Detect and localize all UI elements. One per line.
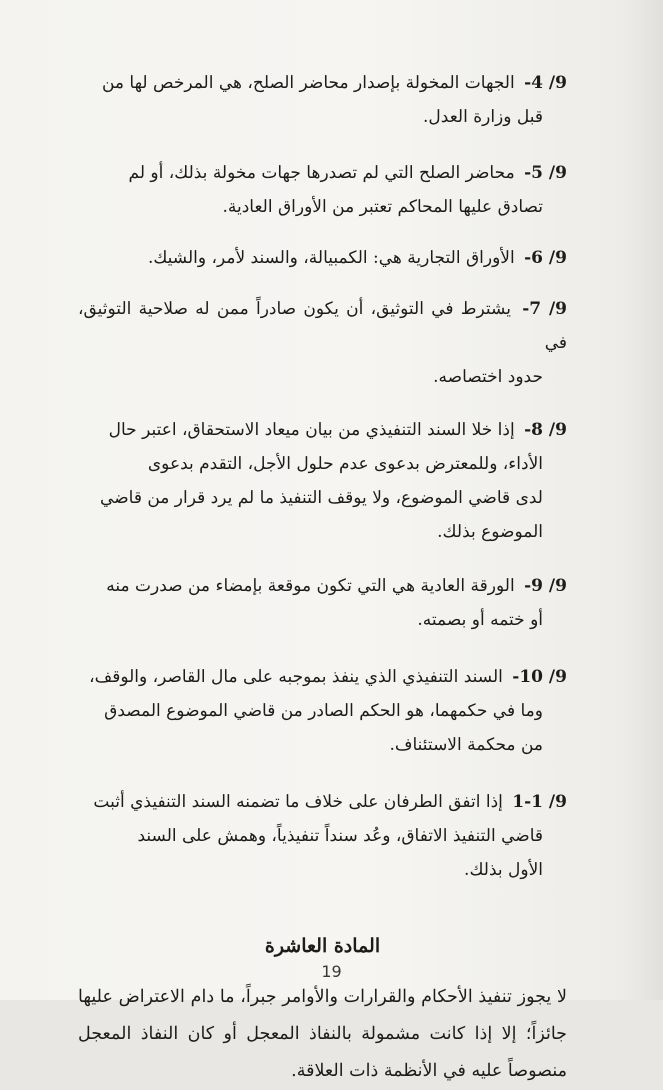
clause-number: 9/ 4- (524, 73, 567, 93)
clause-text-line: من محكمة الاستئناف. (389, 735, 543, 755)
clause-number: 9/ 1-1 (512, 792, 567, 812)
article-ten-heading: المادة العاشرة (264, 935, 381, 957)
clause-text-line: الورقة العادية هي التي تكون موقعة بإمضاء من صدرت منه (106, 576, 515, 596)
page-number: 19 (321, 962, 342, 981)
clause-text-line: وما في حكمهما، هو الحكم الصادر من قاضي الموضوع المصدق (104, 701, 543, 721)
clause-text-line: حدود اختصاصه. (433, 367, 543, 387)
clause-text-line: قبل وزارة العدل. (423, 107, 543, 127)
clause-text-line: قاضي التنفيذ الاتفاق، وعُد سنداً تنفيذياً، وهمش على السند (137, 826, 543, 846)
clause-9-11 (78, 762, 567, 887)
clause-text-line: لدى قاضي الموضوع، ولا يوقف التنفيذ ما لم يرد قرار من قاضي (100, 488, 543, 508)
clause-text-line: تصادق عليها المحاكم تعتبر من الأوراق العادية. (222, 197, 543, 217)
clause-text-line: أو ختمه أو بصمته. (417, 610, 543, 630)
clause-text-line: الأول بذلك. (464, 860, 543, 880)
clause-text-line: الأوراق التجارية هي: الكمبيالة، والسند لأمر، والشيك. (147, 248, 515, 268)
clause-text-line: إذا اتفق الطرفان على خلاف ما تضمنه السند التنفيذي أثبت (93, 792, 503, 812)
clause-number: 9/ 8- (524, 420, 567, 440)
clause-9-7 (78, 275, 567, 394)
clause-9-4 (78, 58, 567, 134)
clause-number: 9/ 5- (524, 163, 567, 183)
clause-9-8 (78, 394, 567, 549)
clause-9-9 (78, 549, 567, 637)
clause-text-line: الموضوع بذلك. (437, 522, 543, 542)
article-nine-clauses (78, 58, 567, 887)
clause-number: 9/ 10- (512, 667, 567, 687)
clause-number: 9/ 6- (524, 248, 567, 268)
clause-text-line: يشترط في التوثيق، أن يكون صادراً ممن له صلاحية التوثيق، في (78, 299, 567, 353)
clause-text-line: الأداء، وللمعترض بدعوى عدم حلول الأجل، التقدم بدعوى (147, 454, 543, 474)
clause-9-6 (78, 224, 567, 275)
clause-text-line: إذا خلا السند التنفيذي من بيان ميعاد الاستحقاق، اعتبر حال (108, 420, 515, 440)
clause-9-5 (78, 134, 567, 224)
article-ten-body: لا يجوز تنفيذ الأحكام والقرارات والأوامر جبراً، ما دام الاعتراض عليها جائزاً؛ إلا إذا كانت مشمولة بالنفاذ المعجل أو كان النفاذ المعجل منصوصاً عليه في الأنظمة ذات العلاقة. (78, 987, 567, 1081)
clause-text-line: السند التنفيذي الذي ينفذ بموجبه على مال القاصر، والوقف، (89, 667, 503, 687)
clause-number: 9/ 7- (522, 299, 567, 319)
clause-text-line: محاضر الصلح التي لم تصدرها جهات مخولة بذلك، أو لم (128, 163, 515, 183)
clause-text-line: الجهات المخولة بإصدار محاضر الصلح، هي المرخص لها من (101, 73, 515, 93)
clause-9-10 (78, 637, 567, 762)
clause-number: 9/ 9- (524, 576, 567, 596)
